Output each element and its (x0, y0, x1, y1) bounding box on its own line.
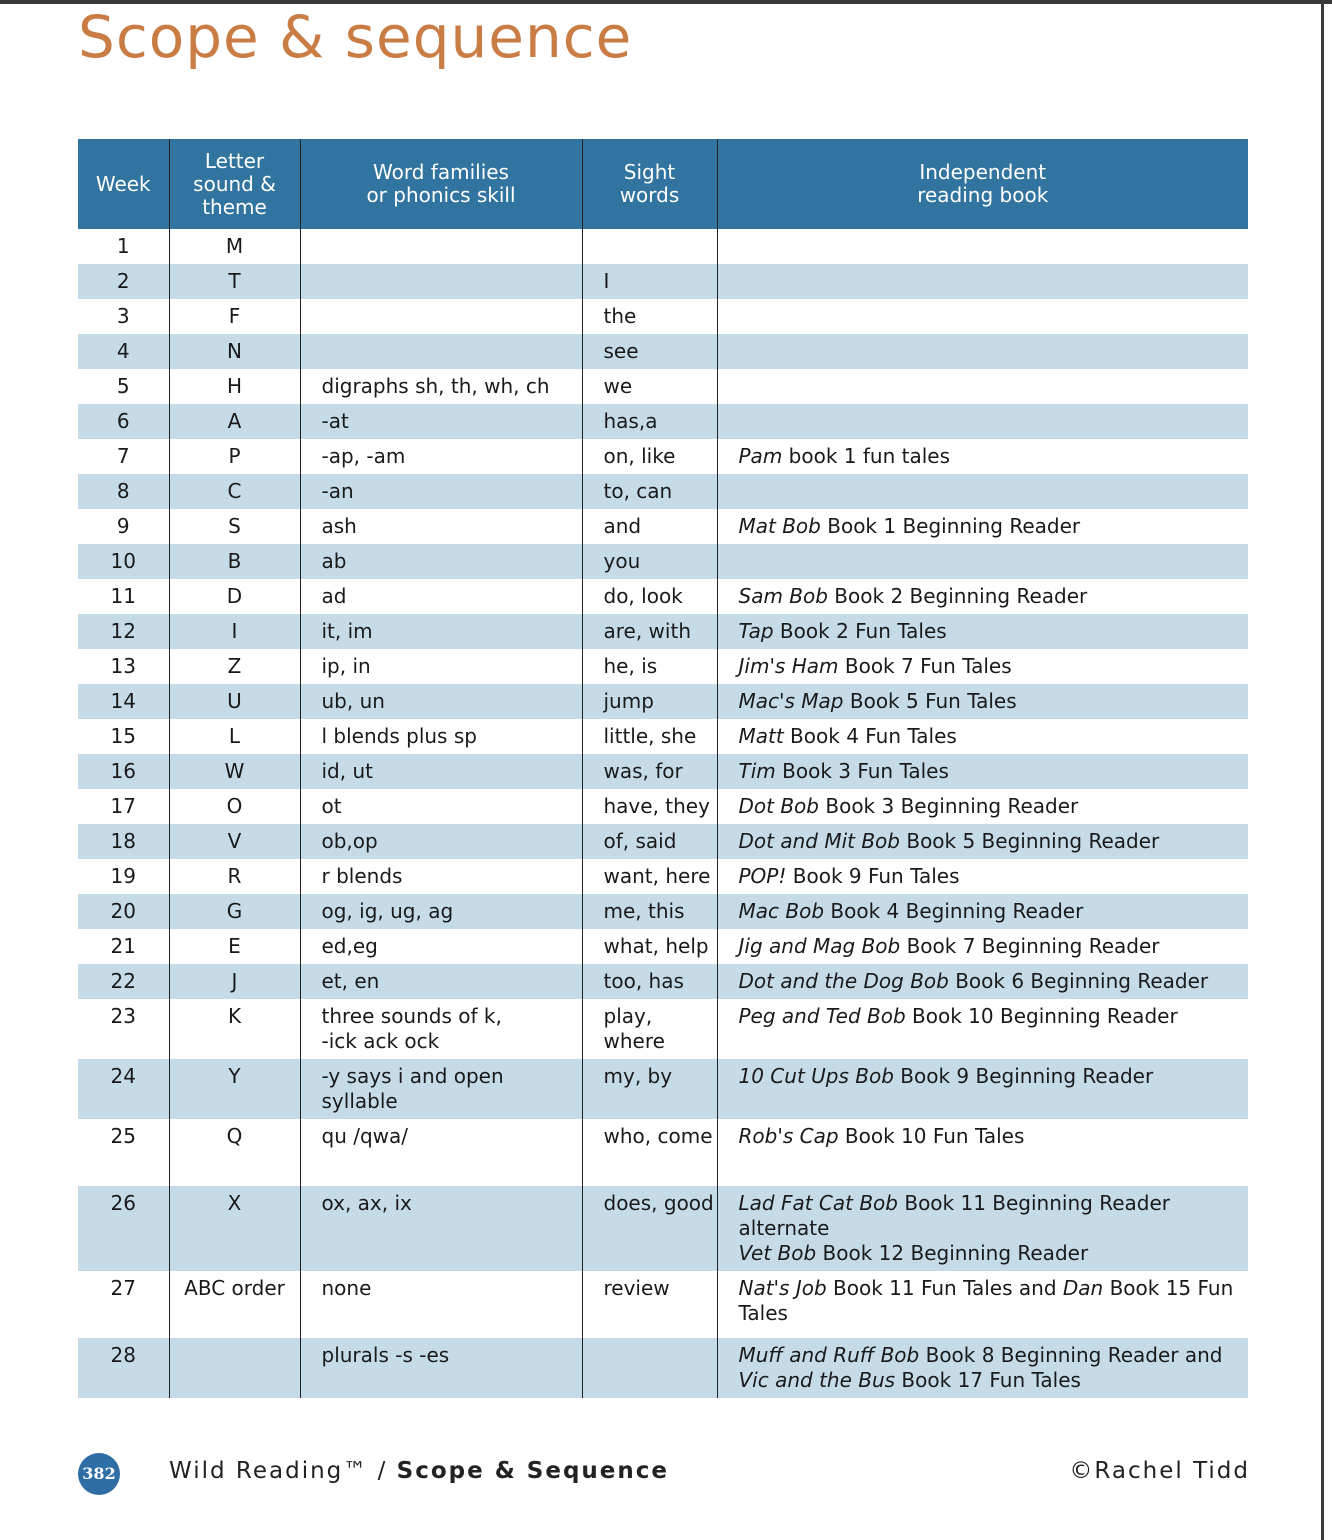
table-row (78, 824, 1248, 859)
table-row (78, 509, 1248, 544)
sight-words-cell: do, look (582, 579, 717, 614)
table-row (78, 334, 1248, 369)
letter-cell: W (169, 754, 300, 789)
reading-book-cell (717, 859, 1248, 894)
sight-words-cell: to, can (582, 474, 717, 509)
book-detail: Book 7 Beginning Reader (900, 934, 1160, 958)
sight-words-cell: on, like (582, 439, 717, 474)
week-cell: 25 (110, 1124, 136, 1148)
reading-book-cell (717, 999, 1248, 1059)
reading-book-cell (717, 614, 1248, 649)
reading-book-cell (717, 1119, 1248, 1186)
week-cell: 15 (110, 724, 136, 748)
reading-book-cell (717, 754, 1248, 789)
reading-book-cell (717, 369, 1248, 404)
book-detail: Book 8 Beginning Reader and (919, 1343, 1223, 1367)
sight-words-cell: does, good (582, 1186, 717, 1271)
week-cell: 5 (116, 374, 130, 398)
footer-copyright: ©Rachel Tidd (1069, 1458, 1250, 1484)
word-family-cell: ed,eg (300, 929, 582, 964)
table-row (78, 859, 1248, 894)
reading-book-cell (717, 824, 1248, 859)
book-detail: Book 17 Fun Tales (895, 1368, 1081, 1392)
book-title: Mac's Map (738, 689, 844, 713)
book-title: Jig and Mag Bob (738, 934, 901, 958)
header-reading-book: Independent reading book (717, 139, 1248, 229)
sight-words-cell: who, come (582, 1119, 717, 1186)
book-title: Tim (738, 759, 776, 783)
word-family-cell: qu /qwa/ (300, 1119, 582, 1186)
reading-book-cell (717, 544, 1248, 579)
table-row (78, 544, 1248, 579)
sight-words-cell: jump (582, 684, 717, 719)
word-family-cell: -y says i and open syllable (300, 1059, 582, 1119)
header-sight-words: Sight words (582, 139, 717, 229)
book-title: Matt (738, 724, 784, 748)
word-family-cell: og, ig, ug, ag (300, 894, 582, 929)
book-title: Dot and Mit Bob (738, 829, 900, 853)
letter-cell: U (169, 684, 300, 719)
table-row (78, 1186, 1248, 1271)
book-detail: Book 4 Beginning Reader (824, 899, 1084, 923)
book-title: Rob's Cap (738, 1124, 839, 1148)
sight-words-cell (582, 229, 717, 264)
letter-cell: P (169, 439, 300, 474)
letter-cell: M (169, 229, 300, 264)
letter-cell: ABC order (169, 1271, 300, 1338)
footer-series (169, 1458, 669, 1484)
book-title: Dot Bob (738, 794, 819, 818)
sight-words-cell: and (582, 509, 717, 544)
page-title: Scope & sequence (78, 3, 633, 71)
table-row (78, 474, 1248, 509)
table-row (78, 614, 1248, 649)
table-row (78, 964, 1248, 999)
book-detail: Book 11 Beginning Reader alternate (738, 1191, 1170, 1240)
letter-cell: G (169, 894, 300, 929)
week-cell: 24 (78, 1059, 169, 1119)
letter-cell: R (169, 859, 300, 894)
book-detail: Book 2 Fun Tales (773, 619, 947, 643)
book-title: Vic and the Bus (738, 1368, 896, 1392)
week-cell: 18 (78, 824, 169, 859)
letter-cell: S (169, 509, 300, 544)
letter-cell: N (169, 334, 300, 369)
letter-cell: A (169, 404, 300, 439)
book-title: 10 Cut Ups Bob (738, 1064, 894, 1088)
week-cell: 4 (78, 334, 169, 369)
word-family-cell (300, 229, 582, 264)
letter-cell: E (169, 929, 300, 964)
week-cell: 6 (78, 404, 169, 439)
reading-book-cell (717, 894, 1248, 929)
table-body (78, 229, 1248, 1398)
reading-book-cell (717, 334, 1248, 369)
table-row (78, 369, 1248, 404)
letter-cell (169, 1338, 300, 1398)
book-title: Muff and Ruff Bob (738, 1343, 920, 1367)
reading-book-cell (717, 474, 1248, 509)
week-cell: 10 (78, 544, 169, 579)
table-row (78, 929, 1248, 964)
word-family-cell (300, 334, 582, 369)
word-family-cell: digraphs sh, th, wh, ch (300, 369, 582, 404)
book-title: Lad Fat Cat Bob (738, 1191, 898, 1215)
letter-cell: F (169, 299, 300, 334)
book-title: Dan (1062, 1276, 1104, 1300)
letter-cell: J (169, 964, 300, 999)
week-cell: 26 (78, 1186, 169, 1271)
book-title: POP! (738, 864, 787, 888)
reading-book-cell (717, 579, 1248, 614)
table-row (78, 229, 1248, 264)
book-detail: Book 12 Beginning Reader (816, 1241, 1089, 1265)
header-letter-sound: Letter sound & theme (169, 139, 300, 229)
book-title: Sam Bob (738, 584, 828, 608)
table-row (78, 1059, 1248, 1119)
table-row (78, 264, 1248, 299)
week-cell: 27 (110, 1276, 136, 1300)
book-detail: Book 9 Beginning Reader (893, 1064, 1154, 1088)
sight-words-cell: too, has (582, 964, 717, 999)
book-detail: Book 11 Fun Tales and (826, 1276, 1063, 1300)
table-row (78, 439, 1248, 474)
week-cell: 7 (116, 444, 130, 468)
reading-book-cell (717, 299, 1248, 334)
letter-cell: C (169, 474, 300, 509)
sight-words-cell: was, for (582, 754, 717, 789)
sight-words-cell: play, where (582, 999, 717, 1059)
word-family-cell: ip, in (300, 649, 582, 684)
table-row (78, 404, 1248, 439)
word-family-cell: id, ut (300, 754, 582, 789)
book-detail: Book 7 Fun Tales (838, 654, 1012, 678)
book-detail: Book 5 Beginning Reader (899, 829, 1160, 853)
week-cell: 21 (110, 934, 136, 958)
book-detail: Book 5 Fun Tales (843, 689, 1017, 713)
book-title: Nat's Job (738, 1276, 827, 1300)
book-title: Pam (738, 444, 783, 468)
reading-book-cell (717, 649, 1248, 684)
table-row (78, 999, 1248, 1059)
book-title: Vet Bob (738, 1241, 817, 1265)
reading-book-cell (717, 719, 1248, 754)
book-detail: Book 6 Beginning Reader (948, 969, 1209, 993)
week-cell: 8 (78, 474, 169, 509)
word-family-cell: it, im (300, 614, 582, 649)
week-cell: 3 (116, 304, 130, 328)
reading-book-cell (717, 404, 1248, 439)
week-cell: 19 (110, 864, 136, 888)
word-family-cell: ox, ax, ix (300, 1186, 582, 1271)
book-detail: Book 3 Beginning Reader (819, 794, 1079, 818)
table-row (78, 1338, 1248, 1398)
sight-words-cell: what, help (582, 929, 717, 964)
week-cell: 13 (110, 654, 136, 678)
book-detail: Book 15 Fun Tales (738, 1276, 1234, 1325)
book-title: Tap (738, 619, 774, 643)
book-title: Dot and the Dog Bob (738, 969, 949, 993)
table-row (78, 649, 1248, 684)
right-border (1321, 0, 1324, 1540)
word-family-cell: -at (300, 404, 582, 439)
letter-cell: Z (169, 649, 300, 684)
book-detail: Book 3 Fun Tales (775, 759, 949, 783)
word-family-cell: ad (300, 579, 582, 614)
word-family-cell (300, 264, 582, 299)
table-row (78, 299, 1248, 334)
sight-words-cell: I (582, 264, 717, 299)
word-family-cell: ab (300, 544, 582, 579)
letter-cell: D (169, 579, 300, 614)
footer-series-name: Wild Reading™ / (169, 1458, 397, 1484)
reading-book-cell (717, 929, 1248, 964)
reading-book-cell (717, 229, 1248, 264)
letter-cell: K (169, 999, 300, 1059)
reading-book-cell (717, 509, 1248, 544)
letter-cell: H (169, 369, 300, 404)
word-family-cell: ash (300, 509, 582, 544)
sight-words-cell: see (582, 334, 717, 369)
sight-words-cell: he, is (582, 649, 717, 684)
header-week: Week (78, 139, 169, 229)
book-detail: Book 1 Beginning Reader (820, 514, 1081, 538)
table-row (78, 754, 1248, 789)
footer-section-name: Scope & Sequence (396, 1458, 670, 1484)
week-cell: 14 (78, 684, 169, 719)
table-row (78, 1271, 1248, 1338)
book-detail: book 1 fun tales (782, 444, 950, 468)
word-family-cell: l blends plus sp (300, 719, 582, 754)
book-title: Mat Bob (738, 514, 821, 538)
table-row (78, 1119, 1248, 1186)
sight-words-cell: me, this (582, 894, 717, 929)
week-cell: 20 (78, 894, 169, 929)
sight-words-cell: review (582, 1271, 717, 1338)
word-family-cell: ob,op (300, 824, 582, 859)
letter-cell: T (169, 264, 300, 299)
week-cell: 23 (110, 1004, 136, 1028)
word-family-cell: plurals -s -es (300, 1338, 582, 1398)
week-cell: 1 (116, 234, 130, 258)
word-family-cell: r blends (300, 859, 582, 894)
word-family-cell: -an (300, 474, 582, 509)
reading-book-cell (717, 964, 1248, 999)
reading-book-cell (717, 264, 1248, 299)
letter-cell: L (169, 719, 300, 754)
word-family-cell: ot (300, 789, 582, 824)
sight-words-cell: have, they (582, 789, 717, 824)
table-row (78, 789, 1248, 824)
reading-book-cell (717, 1271, 1248, 1338)
sight-words-cell: of, said (582, 824, 717, 859)
letter-cell: I (169, 614, 300, 649)
book-detail: Book 4 Fun Tales (783, 724, 957, 748)
reading-book-cell (717, 789, 1248, 824)
word-family-cell: ub, un (300, 684, 582, 719)
week-cell: 28 (78, 1338, 169, 1398)
letter-cell: O (169, 789, 300, 824)
book-detail: Book 9 Fun Tales (786, 864, 960, 888)
sight-words-cell: we (582, 369, 717, 404)
reading-book-cell (717, 439, 1248, 474)
word-family-cell: none (300, 1271, 582, 1338)
sight-words-cell (582, 1338, 717, 1398)
letter-cell: V (169, 824, 300, 859)
reading-book-cell (717, 684, 1248, 719)
word-family-cell: et, en (300, 964, 582, 999)
table-header-row (78, 139, 1248, 229)
page-number-badge: 382 (78, 1453, 120, 1495)
sight-words-cell: are, with (582, 614, 717, 649)
week-cell: 2 (78, 264, 169, 299)
word-family-cell: -ap, -am (300, 439, 582, 474)
letter-cell: Y (169, 1059, 300, 1119)
scope-sequence-table (78, 139, 1248, 1398)
week-cell: 9 (116, 514, 130, 538)
book-detail: Book 10 Beginning Reader (905, 1004, 1178, 1028)
book-title: Mac Bob (738, 899, 825, 923)
table-row (78, 684, 1248, 719)
table-row (78, 894, 1248, 929)
sight-words-cell: little, she (582, 719, 717, 754)
table-row (78, 719, 1248, 754)
header-word-families: Word families or phonics skill (300, 139, 582, 229)
sight-words-cell: has,a (582, 404, 717, 439)
sight-words-cell: the (582, 299, 717, 334)
letter-cell: B (169, 544, 300, 579)
letter-cell: Q (169, 1119, 300, 1186)
letter-cell: X (169, 1186, 300, 1271)
sight-words-cell: want, here (582, 859, 717, 894)
reading-book-cell (717, 1059, 1248, 1119)
reading-book-cell (717, 1186, 1248, 1271)
word-family-cell: three sounds of k, -ick ack ock (300, 999, 582, 1059)
sight-words-cell: my, by (582, 1059, 717, 1119)
book-title: Jim's Ham (738, 654, 839, 678)
week-cell: 17 (110, 794, 136, 818)
week-cell: 22 (78, 964, 169, 999)
table-row (78, 579, 1248, 614)
week-cell: 12 (78, 614, 169, 649)
week-cell: 16 (78, 754, 169, 789)
book-title: Peg and Ted Bob (738, 1004, 906, 1028)
word-family-cell (300, 299, 582, 334)
book-detail: Book 10 Fun Tales (838, 1124, 1025, 1148)
reading-book-cell (717, 1338, 1248, 1398)
book-detail: Book 2 Beginning Reader (827, 584, 1088, 608)
sight-words-cell: you (582, 544, 717, 579)
week-cell: 11 (110, 584, 136, 608)
